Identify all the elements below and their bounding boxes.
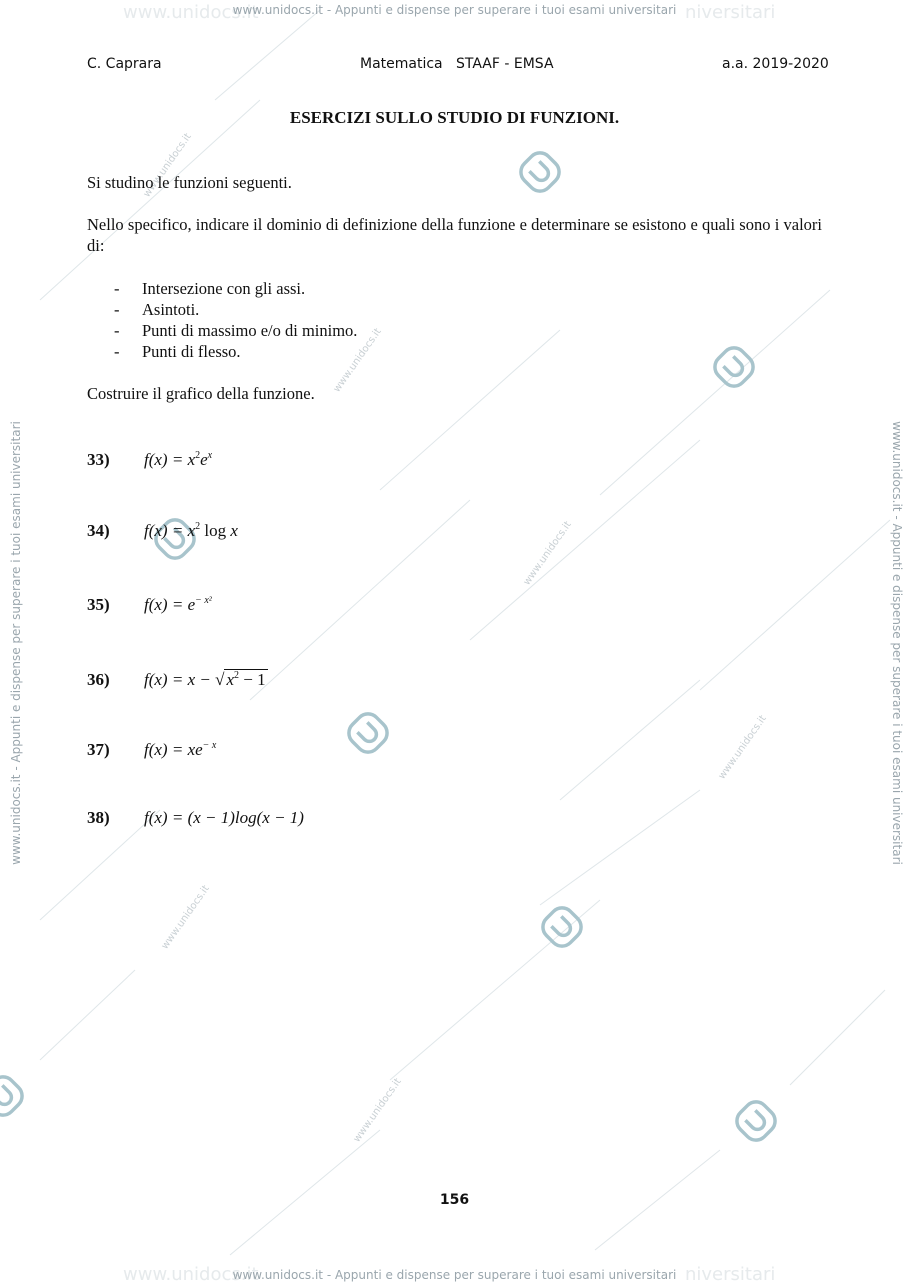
watermark-ghost-right: niversitari (685, 2, 776, 23)
unidocs-logo-icon (517, 149, 563, 195)
exercise-formula: $f(x) = xe^{- x}$ (144, 740, 217, 759)
unidocs-logo-icon (711, 344, 757, 390)
exercise-formula: $f(x) = x^2e^x$ (144, 450, 213, 469)
unidocs-logo-icon (733, 1098, 779, 1144)
bullet-marker: - (114, 279, 120, 298)
bullet-item: Intersezione con gli assi. (142, 279, 306, 298)
intro-line-3: Costruire il grafico della funzione. (87, 384, 315, 403)
bullet-item: Punti di flesso. (142, 342, 241, 361)
watermark-ghost-left: www.unidocs.it (123, 1264, 259, 1285)
intro-line-2: Nello specifico, indicare il dominio di definizione della funzione e determinare se esistono e quali sono i valori di: (87, 215, 822, 255)
exercise-number: 38) (87, 808, 110, 827)
watermark-diagonal: www.unidocs.it (159, 883, 212, 952)
watermark-banner-right: www.unidocs.it - Appunti e dispense per superare i tuoi esami universitari (890, 421, 904, 865)
page-title: ESERCIZI SULLO STUDIO DI FUNZIONI. (289, 108, 620, 127)
watermark-diagonal: www.unidocs.it (141, 131, 194, 200)
unidocs-logo-icon (0, 1073, 26, 1119)
watermark-ghost-right: niversitari (685, 1264, 776, 1285)
watermark-banner-top: www.unidocs.it - Appunti e dispense per superare i tuoi esami universitari (232, 3, 677, 17)
exercise-formula: f(x) = (x − 1)log(x − 1) (144, 808, 304, 827)
page-number: 156 (439, 1192, 470, 1208)
watermark-diagonal: www.unidocs.it (331, 326, 384, 395)
exercise-number: 33) (87, 450, 110, 469)
intro-line-1: Si studino le funzioni seguenti. (87, 173, 292, 192)
bullet-marker: - (114, 300, 120, 319)
watermark-banner-left: www.unidocs.it - Appunti e dispense per superare i tuoi esami universitari (9, 421, 23, 865)
watermark-ghost-left: www.unidocs.it (123, 2, 259, 23)
header-year: a.a. 2019-2020 (722, 56, 829, 72)
bullet-marker: - (114, 342, 120, 361)
exercise-number: 37) (87, 740, 110, 759)
exercise-number: 34) (87, 521, 110, 540)
watermark-diagonal: www.unidocs.it (716, 713, 769, 782)
header-author: C. Caprara (87, 56, 162, 72)
unidocs-logo-icon (345, 710, 391, 756)
watermark-diagonal: www.unidocs.it (351, 1076, 404, 1145)
watermark-banner-bottom: www.unidocs.it - Appunti e dispense per superare i tuoi esami universitari (232, 1268, 677, 1282)
exercise-number: 35) (87, 595, 110, 614)
watermark-diagonal: www.unidocs.it (521, 519, 574, 588)
unidocs-logo-icon (539, 904, 585, 950)
bullet-item: Punti di massimo e/o di minimo. (142, 321, 358, 340)
bullet-item: Asintoti. (142, 300, 200, 319)
exercise-formula: $f(x) = x^2$ log x (144, 521, 238, 540)
header-course: Matematica STAAF - EMSA (360, 56, 554, 72)
exercise-formula: f(x) = x − √ $x^2 - 1$ (144, 670, 266, 689)
bullet-marker: - (114, 321, 120, 340)
exercise-number: 36) (87, 670, 110, 689)
exercise-formula: $f(x) = e^{- x^2}$ (144, 595, 212, 614)
